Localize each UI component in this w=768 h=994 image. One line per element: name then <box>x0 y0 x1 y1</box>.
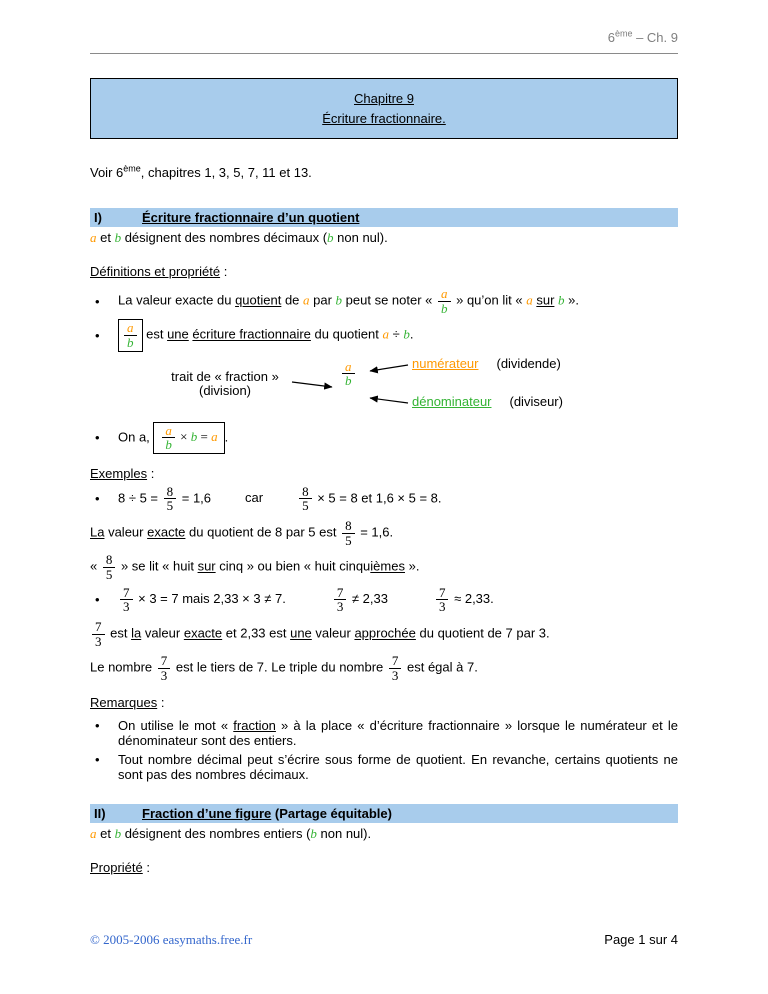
definition-bullet-1 <box>90 287 678 315</box>
text-run: » se lit « huit <box>117 558 198 574</box>
text-run: » qu’on lit « <box>452 292 527 308</box>
text-run: × 3 = 7 mais 2,33 × 3 ≠ 7. <box>134 591 286 607</box>
fraction-8-5 <box>103 553 116 581</box>
section1-title: Écriture fractionnaire d’un quotient <box>142 210 360 225</box>
denominator-label-row <box>412 394 563 409</box>
underlined-word: exacte <box>147 524 186 540</box>
fraction-denominator: 5 <box>345 532 352 548</box>
variable-b: b <box>335 292 343 308</box>
example-bullet-2 <box>90 586 678 614</box>
text-run: peut se noter « <box>342 292 436 308</box>
fraction-numerator: a <box>162 424 175 439</box>
copyright-link[interactable]: © 2005-2006 easymaths.free.fr <box>90 932 253 947</box>
underlined-word: la <box>131 625 142 641</box>
section1-variables <box>90 230 678 246</box>
text-run: « <box>90 558 101 574</box>
dividende-label: (dividende) <box>496 355 561 371</box>
fraction-7-3 <box>120 586 133 614</box>
header-course: 6 <box>607 30 615 45</box>
fraction-numerator: 8 <box>103 553 116 568</box>
bullet-dot: • <box>95 491 100 507</box>
remark-bullet-1 <box>90 718 678 748</box>
bullet-dot: • <box>95 327 100 343</box>
heading-text: Propriété <box>90 859 143 875</box>
variable-b: b <box>114 825 122 841</box>
text-run: du quotient de 7 par 3. <box>415 625 550 641</box>
section2-header-bar <box>90 804 678 823</box>
text-run: est le tiers de 7. Le triple du nombre <box>172 659 387 675</box>
text-run: : <box>157 694 165 710</box>
bullet-dot: • <box>95 751 100 767</box>
fraction-numerator: 8 <box>164 485 177 500</box>
variable-a: a <box>211 428 218 444</box>
text-run: : <box>142 859 150 875</box>
section2-title-suffix: (Partage équitable) <box>271 805 392 821</box>
variable-b: b <box>327 230 334 245</box>
fraction-denominator: b <box>127 334 134 350</box>
variable-b: b <box>114 230 122 245</box>
variable-a: a <box>303 292 310 308</box>
example-paragraph-1 <box>90 519 678 547</box>
fraction-numerator: 7 <box>92 620 105 635</box>
text-run: . <box>224 429 229 445</box>
text-run: = 1,6. <box>356 524 394 540</box>
superscript: ème <box>123 163 141 174</box>
section1-header-bar <box>90 208 678 227</box>
fraction-numerator: 8 <box>299 485 312 500</box>
fraction-7-3 <box>158 654 171 682</box>
variable-a: a <box>90 230 97 245</box>
header-superscript: ème <box>614 28 633 39</box>
text-run: : <box>147 465 155 481</box>
text-run: ≈ 2,33. <box>450 591 494 607</box>
chapter-title-line1: Chapitre 9 <box>354 91 414 106</box>
variable-b: b <box>190 428 198 444</box>
document-page <box>90 0 678 875</box>
fraction-denominator: b <box>345 373 352 389</box>
underlined-word: exacte <box>183 625 223 641</box>
fraction-a-b <box>342 360 355 388</box>
fraction-numerator: 7 <box>158 654 171 669</box>
fraction-7-3 <box>92 620 105 648</box>
text-run: car <box>245 490 264 506</box>
text-run: et <box>96 825 115 841</box>
text-run: est <box>106 625 132 641</box>
fraction-8-5 <box>342 519 355 547</box>
fraction-denominator: 5 <box>302 498 309 514</box>
variable-b: b <box>403 326 410 342</box>
text-run: La valeur exacte du <box>118 292 236 308</box>
fraction-denominator: 3 <box>160 667 168 683</box>
definitions-heading <box>90 264 678 279</box>
fraction-denominator: 5 <box>105 567 113 583</box>
fraction-numerator: 7 <box>389 654 402 669</box>
text-run: de <box>281 292 304 308</box>
bullet-text <box>118 586 678 614</box>
fraction-denominator: b <box>165 437 172 453</box>
text-run: × 5 = 8 et 1,6 × 5 = 8. <box>313 490 442 506</box>
text-run: non nul). <box>316 825 372 841</box>
underlined-word: une <box>167 326 189 342</box>
text-run: , chapitres 1, 3, 5, 7, 11 et 13. <box>140 165 312 180</box>
fraction-denominator: 3 <box>391 667 399 683</box>
expression-group <box>434 584 494 615</box>
example-paragraph-4 <box>90 654 678 682</box>
examples-heading <box>90 466 678 481</box>
fraction-8-5 <box>299 485 312 513</box>
bullet-text <box>118 718 678 748</box>
fraction-a-b <box>438 287 451 315</box>
text-run: du quotient <box>310 326 383 342</box>
example-bullet-1 <box>90 485 678 513</box>
fraction-7-3 <box>334 586 347 614</box>
chapter-title-box <box>90 78 678 139</box>
fraction-denominator: 5 <box>166 498 174 514</box>
boxed-fraction <box>118 319 143 351</box>
text-run: 8 ÷ 5 = <box>118 490 162 506</box>
numerator-label: numérateur <box>412 355 479 371</box>
section2-variables <box>90 826 678 842</box>
section2-title: Fraction d’une figure <box>142 805 272 821</box>
underlined-word: approchée <box>354 625 416 641</box>
text-run: Le nombre <box>90 659 156 675</box>
operator: = <box>197 428 212 444</box>
fraction-numerator: a <box>342 360 355 375</box>
bullet-dot: • <box>95 293 100 309</box>
text-run: et 2,33 est <box>222 625 291 641</box>
header-chapter: – Ch. 9 <box>632 30 678 45</box>
denominator-label: dénominateur <box>412 393 492 409</box>
bullet-text <box>118 485 678 513</box>
bullet-dot: • <box>95 430 100 446</box>
property-heading <box>90 860 678 875</box>
text-run: valeur <box>104 524 148 540</box>
fraction-denominator: b <box>441 300 448 316</box>
variable-a: a <box>526 292 533 308</box>
arrow-line <box>370 398 408 403</box>
text-run: valeur <box>141 625 184 641</box>
trait-line2: (division) <box>198 382 251 398</box>
variable-a: a <box>382 326 389 342</box>
arrow-line <box>370 365 408 371</box>
fraction-numerator: 7 <box>436 586 449 601</box>
definition-bullet-2 <box>90 319 678 351</box>
section1-number: I) <box>94 210 102 225</box>
bullet-text <box>118 319 678 351</box>
text-run: ». <box>404 558 420 574</box>
trait-label <box>160 370 290 399</box>
text-run: et <box>96 230 115 245</box>
underlined-word: sur <box>536 292 555 308</box>
variable-a: a <box>90 825 97 841</box>
fraction-8-5 <box>164 485 177 513</box>
bullet-text: Tout nombre décimal peut s’écrire sous forme de quotient. En revanche, certains quotients ne sont pas des nombres décimaux. <box>118 751 678 782</box>
fraction-denominator: 3 <box>123 599 130 615</box>
variable-b: b <box>558 292 565 308</box>
trait-line1: trait de « fraction » <box>171 368 279 384</box>
page-number: Page 1 sur 4 <box>604 932 678 947</box>
arrow-line <box>292 382 332 387</box>
underlined-word: fraction <box>233 717 276 733</box>
underlined-word: La <box>90 524 105 540</box>
fraction-numerator: 7 <box>334 586 347 601</box>
heading-text: Exemples <box>90 465 148 481</box>
fraction-7-3 <box>389 654 402 682</box>
fraction-diagram <box>90 356 678 418</box>
text-run: est <box>142 326 168 342</box>
underlined-word: quotient <box>235 292 282 308</box>
remark-bullet-2 <box>90 752 678 782</box>
section2-number: II) <box>94 805 106 821</box>
text-run: non nul). <box>333 230 388 245</box>
expression-group <box>118 584 286 615</box>
fraction-a-b <box>124 321 137 349</box>
text-run: désignent des nombres entiers ( <box>121 825 311 841</box>
text-run: cinq » ou bien « huit cinqu <box>215 558 371 574</box>
bullet-text <box>118 287 678 315</box>
text-run: On a, <box>118 429 154 445</box>
text-run: est égal à 7. <box>403 659 478 675</box>
heading-text: Définitions et propriété <box>90 264 221 279</box>
text-run: ≠ 2,33 <box>348 591 388 607</box>
heading-text: Remarques <box>90 694 158 710</box>
page-footer <box>90 932 678 948</box>
text-run: ». <box>564 292 579 308</box>
bullet-text <box>118 422 678 454</box>
fraction-denominator: 3 <box>336 599 344 615</box>
text-run: désignent des nombres décimaux ( <box>121 230 328 245</box>
page-header <box>90 0 678 45</box>
text-run: par <box>309 292 336 308</box>
remarks-heading <box>90 695 678 710</box>
chapter-title-line2: Écriture fractionnaire. <box>322 110 446 126</box>
text-run: valeur <box>311 625 355 641</box>
fraction-numerator: 7 <box>120 586 133 601</box>
fraction-denominator: 3 <box>438 599 446 615</box>
underlined-word: ièmes <box>370 558 405 574</box>
text-run: . <box>409 326 414 342</box>
formula-box <box>153 422 224 454</box>
text-run: : <box>220 264 228 279</box>
fraction-numerator: a <box>124 321 137 336</box>
property-bullet <box>90 422 678 454</box>
example-paragraph-3 <box>90 620 678 648</box>
voir-paragraph <box>90 165 678 180</box>
fraction-numerator: 8 <box>342 519 355 534</box>
operator: × <box>176 428 191 444</box>
underlined-word: une <box>290 625 312 641</box>
text-run: On utilise le mot « <box>118 717 234 733</box>
underlined-word: sur <box>197 558 216 574</box>
text-run: ÷ <box>388 326 404 342</box>
numerator-label-row <box>412 356 561 371</box>
text-run: » à la place « d’écriture fractionnaire » lorsque le numérateur et le dénominateur sont des entiers. <box>118 717 678 748</box>
fraction-numerator: a <box>438 287 451 302</box>
text-run: = 1,6 <box>178 490 212 506</box>
bullet-dot: • <box>95 717 100 733</box>
text-run: Voir 6 <box>90 165 124 180</box>
example-paragraph-2 <box>90 553 678 581</box>
fraction-denominator: 3 <box>95 633 102 649</box>
expression-group <box>332 584 388 615</box>
header-rule <box>90 53 678 54</box>
bullet-dot: • <box>95 592 100 608</box>
variable-b: b <box>310 825 317 841</box>
diviseur-label: (diviseur) <box>509 393 563 409</box>
fraction-a-b <box>162 424 175 452</box>
underlined-word: écriture fractionnaire <box>192 326 311 342</box>
fraction-7-3 <box>436 586 449 614</box>
text-run: du quotient de 8 par 5 est <box>185 524 341 540</box>
